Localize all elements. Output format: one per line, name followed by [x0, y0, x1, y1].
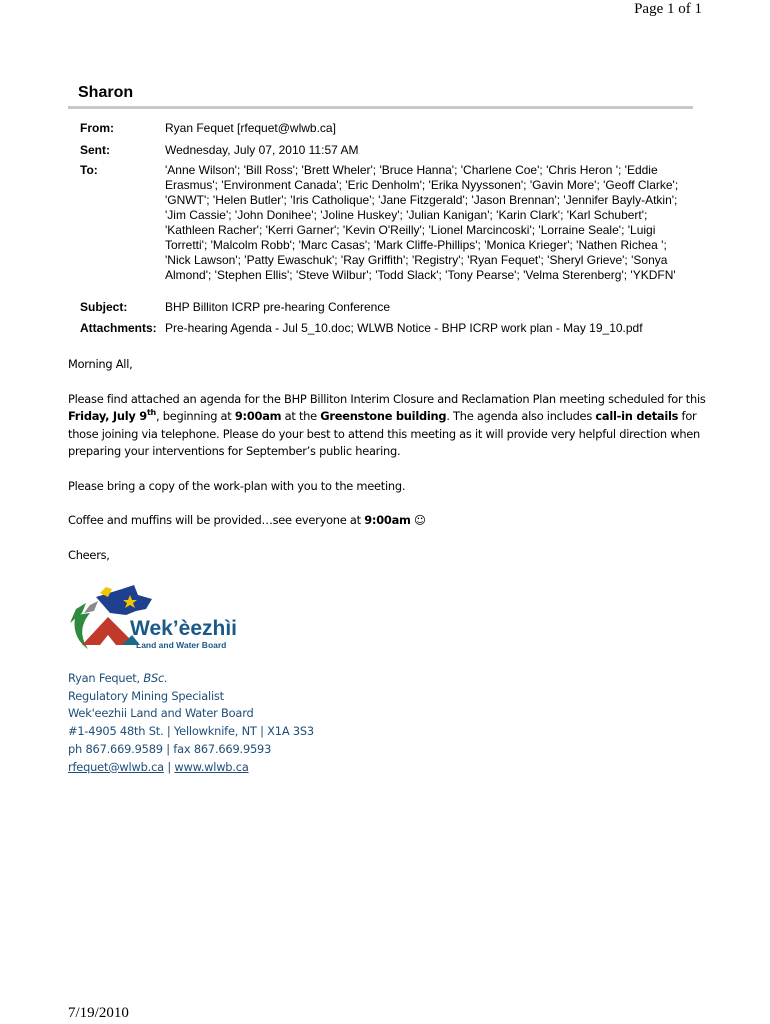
- signature-links: rfequet@wlwb.ca | www.wlwb.ca: [68, 759, 249, 774]
- signature-org: Wek'eezhii Land and Water Board: [68, 706, 254, 721]
- signature-website-link[interactable]: www.wlwb.ca: [174, 759, 249, 774]
- page-number: Page 1 of 1: [634, 1, 702, 17]
- sender-name: Sharon: [78, 84, 134, 101]
- subject-row: [80, 300, 690, 315]
- subject-value: BHP Billiton ICRP pre-hearing Conference: [165, 300, 391, 314]
- smiley-icon: ☺: [410, 513, 426, 527]
- sent-value: Wednesday, July 07, 2010 11:57 AM: [165, 143, 359, 157]
- from-value: Ryan Fequet [rfequet@wlwb.ca]: [165, 121, 336, 135]
- to-label: To:: [80, 163, 98, 177]
- subject-label: Subject:: [80, 300, 128, 314]
- meeting-place: Greenstone building: [320, 409, 447, 423]
- attachments-row: [80, 321, 720, 336]
- signature-title: Regulatory Mining Specialist: [68, 688, 224, 703]
- closing: Cheers,: [68, 547, 110, 562]
- attachments-label: Attachments:: [80, 321, 157, 335]
- sent-row: [80, 143, 690, 158]
- print-date: 7/19/2010: [68, 1005, 129, 1021]
- from-row: [80, 121, 690, 136]
- header-divider: [68, 106, 693, 109]
- greeting: Morning All,: [68, 357, 133, 371]
- signature-email-link[interactable]: rfequet@wlwb.ca: [68, 759, 164, 774]
- attachments-value[interactable]: Pre-hearing Agenda - Jul 5_10.doc; WLWB Notice - BHP ICRP work plan - May 19_10.pdf: [165, 321, 643, 335]
- from-label: From:: [80, 121, 114, 135]
- email-body: [68, 356, 708, 564]
- meeting-date: Friday, July 9: [68, 409, 147, 423]
- coffee-time: 9:00am: [364, 513, 411, 527]
- sent-label: Sent:: [80, 143, 110, 157]
- wlwb-logo: [66, 583, 246, 655]
- body-paragraph-1: Please find attached an agenda for the BHP Billiton Interim Closure and Reclamation Plan meeting scheduled for this Friday, July 9th, beginning at 9:00am at the Greenstone building. The agenda also includes call-in details for those joining via telephone. Please do your best to attend this meeting as it will provide very helpful direction when preparing your interventions for September’s public hearing.: [68, 391, 706, 458]
- logo-tagline: Land and Water Board: [136, 640, 227, 650]
- signature-phone: ph 867.669.9589 | fax 867.669.9593: [68, 741, 272, 756]
- to-row: [80, 163, 690, 283]
- to-value: 'Anne Wilson'; 'Bill Ross'; 'Brett Wheler'; 'Bruce Hanna'; 'Charlene Coe'; 'Chris Heron '; 'Eddie Erasmus'; 'Environment Canada'; 'Eric Denholm'; 'Erika Nyyssonen'; 'Gavin More'; 'Geoff Clarke'; 'GNWT'; 'Helen Butler'; 'Iris Catholique'; 'Jane Fitzgerald'; 'Jason Brennan'; 'Jennifer Bayly-Atkin'; 'Jim Cassie'; 'John Donihee'; 'Joline Huskey'; 'Julian Kanigan'; 'Karin Clark'; 'Karl Schubert'; 'Kathleen Racher'; 'Kerri Garner'; 'Kevin O'Reilly'; 'Lionel Marcincoski'; 'Lorraine Seale'; 'Luigi Torretti'; 'Malcolm Robb'; 'Marc Casas'; 'Mark Cliffe-Phillips'; 'Monica Krieger'; 'Nathen Richea '; 'Nick Lawson'; 'Patty Ewaschuk'; 'Ray Griffith'; 'Registry'; 'Ryan Fequet'; 'Sheryl Grieve'; 'Sonya Almond'; 'Stephen Ellis'; 'Steve Wilbur'; 'Todd Slack'; 'Tony Pearse'; 'Velma Sterenberg'; 'YKDFN': [165, 163, 679, 282]
- signature-name: Ryan Fequet, BSc.: [68, 671, 168, 685]
- signature-block: [68, 670, 314, 776]
- logo-wordmark: Wek’èezhìi: [130, 617, 237, 640]
- body-paragraph-2: Please bring a copy of the work-plan with you to the meeting.: [68, 478, 406, 493]
- body-paragraph-3: Coffee and muffins will be provided…see everyone at 9:00am ☺: [68, 513, 426, 527]
- call-in-details: call-in details: [595, 409, 679, 423]
- meeting-time: 9:00am: [234, 409, 282, 423]
- signature-address: #1-4905 48th St. | Yellowknife, NT | X1A 3S3: [68, 724, 314, 739]
